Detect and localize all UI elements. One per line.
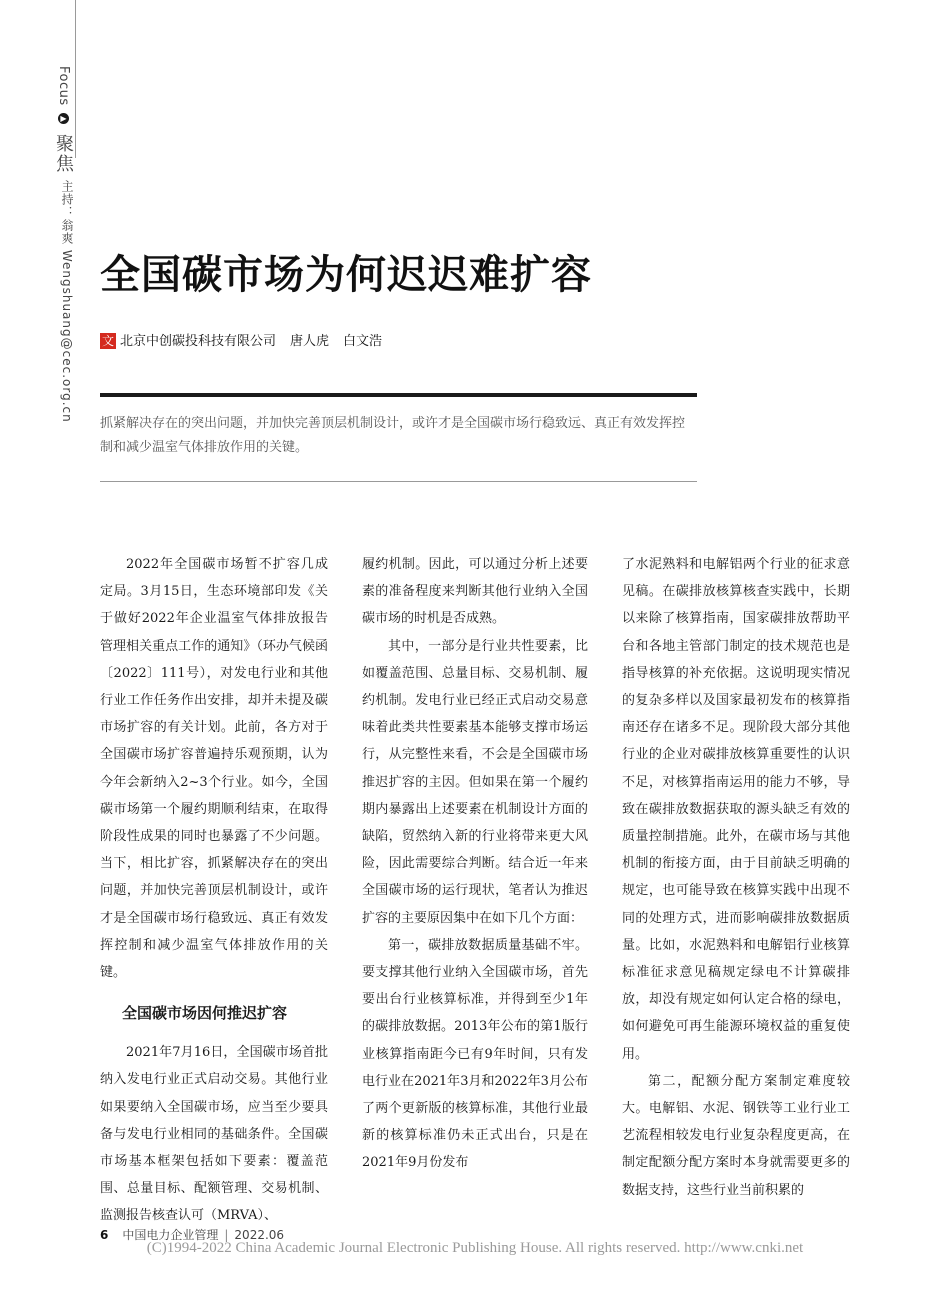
body-paragraph: 其中，一部分是行业共性要素，比如覆盖范围、总量目标、交易机制、履约机制。发电行业已经正式启动交易意味着此类共性要素基本能够支撑市场运行，从完整性来看，不会是全国碳市场推迟扩容的主因。但如果在第一个履约期内暴露出上述要素在机制设计方面的缺陷，贸然纳入新的行业将带来更大风险，因此需要综合判断。结合近一年来全国碳市场的运行现状，笔者认为推迟扩容的主要原因集中在如下几个方面： [362,638,588,926]
byline-tag: 文 [102,334,115,348]
body-paragraph: 2021年7月16日，全国碳市场首批纳入发电行业正式启动交易。其他行业如果要纳入全国碳市场，应当至少要具备与发电行业相同的基础条件。全国碳市场基本框架包括如下要素：覆盖范围、总量目标、配额管理、交易机制、监测报告核查认可（MRVA）、 [100,1045,328,1224]
body-column-2 [362,551,588,1177]
section-tag [54,66,76,174]
copyright-watermark: (C)1994-2022 China Academic Journal Electronic Publishing House. All rights reserved. http://www.cnki.net [146,1240,804,1256]
author-org: 北京中创碳投科技有限公司 [120,334,277,349]
body-paragraph: 第二，配额分配方案制定难度较大。电解铝、水泥、钢铁等工业行业工艺流程相较发电行业复杂程度更高，在制定配额分配方案时本身就需要更多的数据支持，这些行业当前积累的 [622,1073,850,1198]
title-rule [100,393,697,397]
body-paragraph: 履约机制。因此，可以通过分析上述要素的准备程度来判断其他行业纳入全国碳市场的时机是否成熟。 [362,557,588,627]
author-2: 白文浩 [343,334,383,349]
host-credit: 主持：翁爽 Wengshuang@cec.org.cn [60,180,74,423]
body-paragraph: 了水泥熟料和电解铝两个行业的征求意见稿。在碳排放核算核查实践中，长期以来除了核算指南，国家碳排放帮助平台和各地主管部门制定的技术规范也是指导核算的补充依据。这说明现实情况的复杂多样以及国家最初发布的核算指南还存在诸多不足。现阶段大部分其他行业的企业对碳排放核算重要性的认识不足，对核算指南运用的能力不够，导致在碳排放数据获取的源头缺乏有效的质量控制措施。此外，在碳市场与其他机制的衔接方面，由于目前缺乏明确的规定，也可能导致在核算实践中出现不同的处理方式，进而影响碳排放数据质量。比如，水泥熟料和电解铝行业核算标准征求意见稿规定绿电不计算碳排放，却没有规定如何认定合格的绿电，如何避免可再生能源环境权益的重复使用。 [622,557,850,1062]
author-1: 唐人虎 [290,334,330,349]
footer-separator: | [224,1228,229,1242]
byline [100,330,382,349]
section-heading: 全国碳市场因何推迟扩容 [122,1004,288,1023]
body-paragraph: 2022年全国碳市场暂不扩容几成定局。3月15日，生态环境部印发《关于做好2022年企业温室气体排放报告管理相关重点工作的通知》（环办气候函〔2022〕111号），对发电行业和其他行业工作任务作出安排，却并未提及碳市场扩容的有关计划。此前，各方对于全国碳市场扩容普遍持乐观预期，认为今年会新纳入2~3个行业。如今，全国碳市场第一个履约期顺利结束，在取得阶段性成果的同时也暴露了不少问题。当下，相比扩容，抓紧解决存在的突出问题，并加快完善顶层机制设计，或许才是全国碳市场行稳致远、真正有效发挥控制和减少温室气体排放作用的关键。 [100,557,328,981]
section-tag-cn: 聚焦 [53,133,74,174]
lead-paragraph: 抓紧解决存在的突出问题，并加快完善顶层机制设计，或许才是全国碳市场行稳致远、真正有效发挥控制和减少温室气体排放作用的关键。 [100,416,686,455]
play-icon: ▶ [59,114,68,124]
journal-issue: 2022.06 [234,1228,285,1242]
body-column-1 [100,551,328,1230]
article-title: 全国碳市场为何迟迟难扩容 [100,252,592,298]
page-number: 6 [100,1228,109,1242]
section-tag-en: Focus [56,66,71,106]
lead-rule [100,481,697,482]
body-paragraph: 第一，碳排放数据质量基础不牢。要支撑其他行业纳入全国碳市场，首先要出台行业核算标准，并得到至少1年的碳排放数据。2013年公布的第1版行业核算指南距今已有9年时间，只有发电行业在2021年3月和2022年3月公布了两个更新版的核算标准，其他行业最新的核算标准仍未正式出台，只是在2021年9月份发布 [362,937,588,1171]
body-column-3 [622,551,850,1204]
journal-name: 中国电力企业管理 [122,1228,219,1242]
